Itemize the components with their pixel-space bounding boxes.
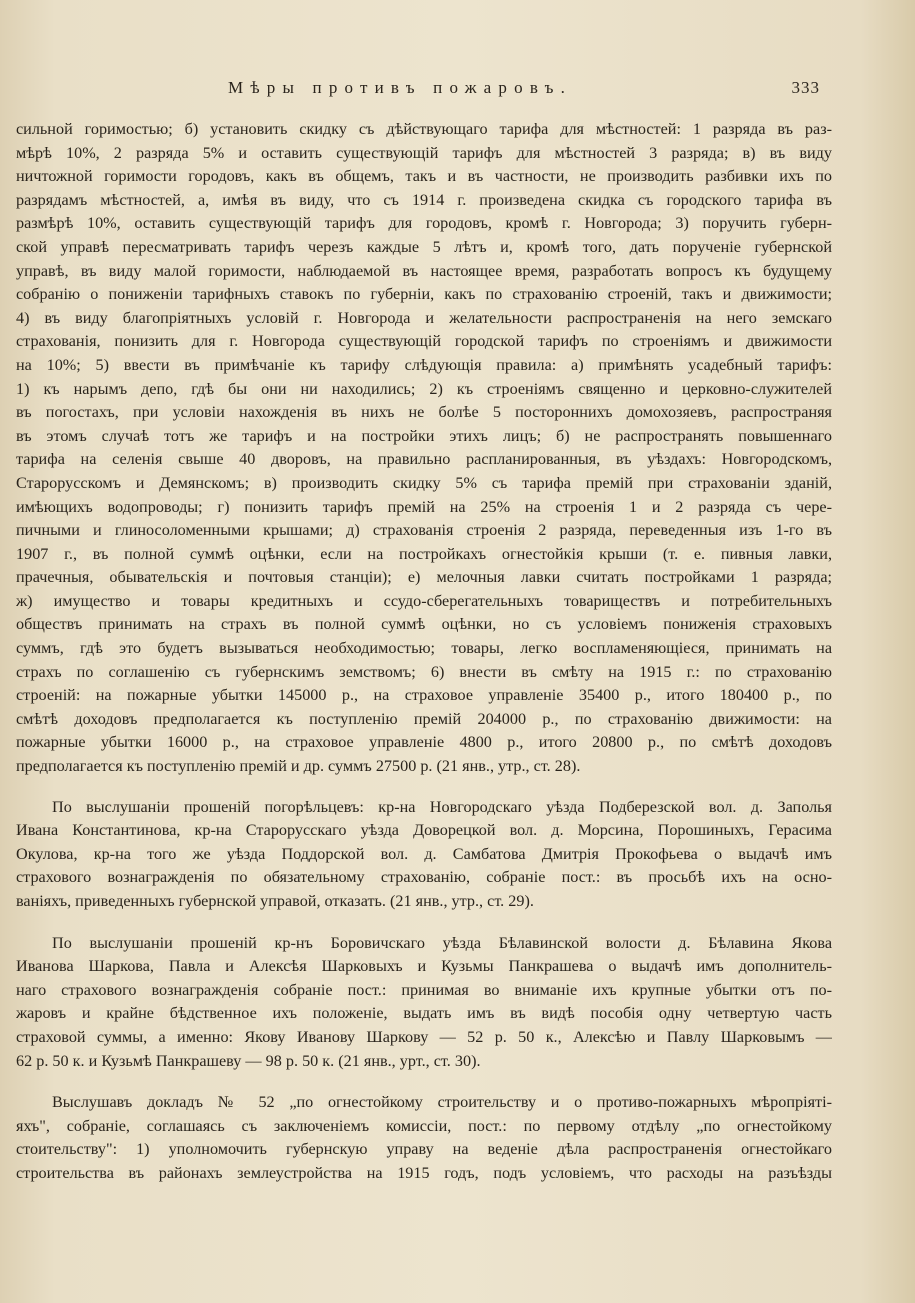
text-line: По выслушаніи прошеній погорѣльцевъ: кр-на Новгородскаго уѣзда Подберезской вол. д. Заполья: [52, 797, 832, 816]
text-line: 4) въ виду благопріятныхъ условій г. Новгорода и желательности распространенія на него земскаго: [16, 308, 832, 327]
text-line: ж) имущество и товары кредитныхъ и ссудо-сберегательныхъ товариществъ и потребительныхъ: [16, 591, 832, 610]
text-line: Старорусскомъ и Демянскомъ; в) производить скидку 5% съ тарифа премій при страхованіи зданій,: [16, 473, 832, 492]
text-line: Выслушавъ докладъ № 52 „по огнестойкому строительству и о противо-пожарныхъ мѣропріяті-: [52, 1093, 832, 1112]
text-line: въ этомъ случаѣ тотъ же тарифъ и на постройки этихъ лицъ; б) не распространять повышеннаго: [16, 426, 832, 445]
text-line: ваніяхъ, приведенныхъ губернской управой, отказать. (21 янв., утр., ст. 29).: [16, 892, 534, 910]
text-line: Иванова Шаркова, Павла и Алексѣя Шарковыхъ и Кузьмы Панкрашева о выдачѣ имъ дополнитель-: [16, 957, 832, 976]
text-line: ской управѣ пересматривать тарифъ черезъ каждые 5 лѣтъ и, кромѣ того, дать порученіе губернской: [16, 237, 832, 256]
text-line: жаровъ и крайне бѣдственное ихъ положеніе, выдать имъ въ видѣ пособія одну четвертую часть: [16, 1004, 832, 1023]
text-line: страхованія, понизить для г. Новгорода существующій городской тарифъ по строеніямъ и движимости: [16, 332, 832, 351]
text-line: пичными и глиносоломенными крышами; д) страхованія строенія 2 разряда, переведенныя изъ 1-го въ: [16, 521, 832, 540]
paragraph-tariff-resolution: [16, 118, 832, 779]
text-line: сильной горимостью; б) установить скидку съ дѣйствующаго тарифа для мѣстностей: 1 разряда въ раз-: [16, 120, 832, 138]
text-line: строеній: на пожарные убытки 145000 р., на страховое управленіе 35400 р., итого 180400 р., по: [16, 686, 832, 705]
body-text: [16, 118, 832, 1186]
text-line: страховой суммы, а именно: Якову Иванову Шаркову — 52 р. 50 к., Алексѣю и Павлу Шарковымъ —: [16, 1027, 832, 1046]
text-line: обществъ принимать на страхъ въ полной суммѣ оцѣнки, но съ условіемъ пониженія страховыхъ: [16, 615, 832, 634]
text-line: яхъ", собраніе, соглашаясь съ заключеніемъ комиссіи, пост.: по первому отдѣлу „по огнестойкому: [16, 1116, 832, 1135]
text-line: мѣрѣ 10%, 2 разряда 5% и оставить существующій тарифъ для мѣстностей 3 разряда; в) въ виду: [16, 143, 832, 162]
text-line: суммъ, гдѣ это будетъ вызываться необходимостью; товары, легко воспламеняющіеся, принимать на: [16, 639, 832, 658]
page-number: 333: [791, 78, 820, 97]
text-line: прачечныя, обывательскія и почтовыя станціи); е) мелочныя лавки считать постройками 1 разряда;: [16, 568, 832, 587]
text-line: стоительству": 1) уполномочить губернскую управу на веденіе дѣла распространенія огнестойкаго: [16, 1140, 832, 1159]
text-line: въ погостахъ, при условіи нахожденія въ нихъ не болѣе 5 постороннихъ домохозяевъ, распространяя: [16, 403, 832, 422]
text-line: ничтожной горимости городовъ, какъ въ общемъ, такъ и въ частности, не производить разбивки ихъ по: [16, 167, 832, 186]
text-line: тарифа на селенія свыше 40 дворовъ, на правильно распланированныя, въ уѣздахъ: Новгородскомъ,: [16, 450, 832, 469]
text-line: разрядамъ мѣстностей, а, имѣя въ виду, что съ 1914 г. произведена скидка съ городского тарифа въ: [16, 190, 832, 209]
running-title: Мѣры противъ пожаровъ.: [228, 78, 573, 97]
text-line: Окулова, кр-на того же уѣзда Поддорской вол. д. Самбатова Дмитрія Прокофьева о выдачѣ имъ: [16, 844, 832, 863]
paragraph-sharkov-petition: [16, 932, 832, 1074]
text-line: имѣющихъ водопроводы; г) понизить тарифъ премій на 25% на строенія 1 и 2 разряда съ чере-: [16, 497, 832, 516]
text-line: страхового вознагражденія по обязательному страхованію, собраніе пост.: въ просьбѣ ихъ на осно-: [16, 868, 832, 887]
text-line: страхъ по соглашенію съ губернскимъ земствомъ; 6) внести въ смѣту на 1915 г.: по страхованію: [16, 662, 832, 681]
text-line: на 10%; 5) ввести въ примѣчаніе къ тарифу слѣдующія правила: а) примѣнять усадебный тарифъ:: [16, 355, 832, 374]
text-line: По выслушаніи прошеній кр-нъ Боровичскаго уѣзда Бѣлавинской волости д. Бѣлавина Якова: [52, 933, 832, 952]
text-line: Ивана Константинова, кр-на Старорусскаго уѣзда Доворецкой вол. д. Морсина, Порошиныхъ, Герасима: [16, 821, 832, 840]
text-line: предполагается къ поступленію премій и др. суммъ 27500 р. (21 янв., утр., ст. 28).: [16, 757, 581, 776]
paragraph-report-52: [16, 1091, 832, 1185]
text-line: смѣтѣ доходовъ предполагается къ поступленію премій 204000 р., по страхованію движимости: на: [16, 709, 832, 728]
text-line: собранію о пониженіи тарифныхъ ставокъ по губерніи, какъ по страхованію строеній, такъ и движимости;: [16, 285, 832, 304]
page-header: [0, 78, 915, 108]
text-line: 1907 г., въ полной суммѣ оцѣнки, если на постройкахъ огнестойкія крыши (т. е. пивныя лавки,: [16, 544, 832, 563]
text-line: 1) къ нарымъ депо, гдѣ бы они ни находились; 2) къ строеніямъ священно и церковно-служителей: [16, 379, 832, 398]
text-line: строительства въ районахъ землеустройства на 1915 годъ, подъ условіемъ, что расходы на разъѣзды: [16, 1163, 832, 1182]
text-line: размѣрѣ 10%, оставить существующій тарифъ для городовъ, кромѣ г. Новгорода; 3) поручить губерн-: [16, 214, 832, 233]
text-line: пожарные убытки 16000 р., на страховое управленіе 4800 р., итого 20800 р., по смѣтѣ доходовъ: [16, 733, 832, 752]
paragraph-fire-victims-petitions: [16, 796, 832, 914]
text-line: наго страхового вознагражденія собраніе пост.: принимая во вниманіе ихъ крупные убытки отъ по-: [16, 980, 832, 999]
text-line: управѣ, въ виду малой горимости, наблюдаемой въ настоящее время, разработать вопросъ къ будущему: [16, 261, 832, 280]
text-line: 62 р. 50 к. и Кузьмѣ Панкрашеву — 98 р. 50 к. (21 янв., урт., ст. 30).: [16, 1051, 481, 1070]
